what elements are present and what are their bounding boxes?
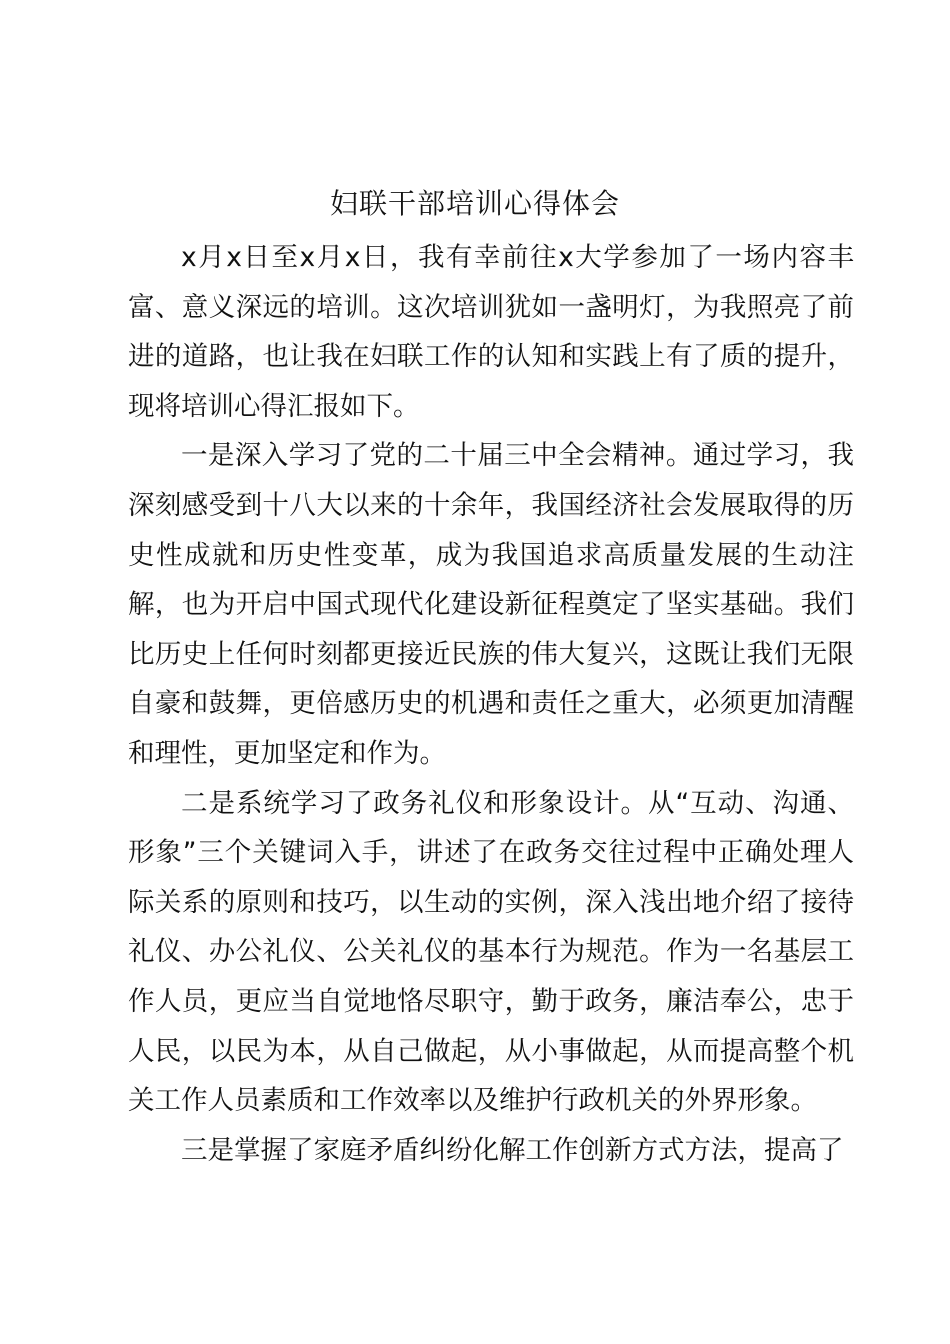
paragraph-point-two: 二是系统学习了政务礼仪和形象设计。从“互动、沟通、形象”三个关键词入手，讲述了在政务交往过程中正确处理人际关系的原则和技巧，以生动的实例，深入浅出地介绍了接待礼仪、办公礼仪、公关礼仪的基本行为规范。作为一名基层工作人员，更应当自觉地恪尽职守，勤于政务，廉洁奉公，忠于人民，以民为本，从自己做起，从小事做起，从而提高整个机关工作人员素质和工作效率以及维护行政机关的外界形象。 xyxy=(128,787,854,1117)
paragraph-intro: x月x日至x月x日，我有幸前往x大学参加了一场内容丰富、意义深远的培训。这次培训犹如一盏明灯，为我照亮了前进的道路，也让我在妇联工作的认知和实践上有了质的提升，现将培训心得汇报如下。 xyxy=(128,242,854,422)
document-body xyxy=(128,233,854,1175)
paragraph-point-one: 一是深入学习了党的二十届三中全会精神。通过学习，我深刻感受到十八大以来的十余年，我国经济社会发展取得的历史性成就和历史性变革，成为我国追求高质量发展的生动注解，也为开启中国式现代化建设新征程奠定了坚实基础。我们比历史上任何时刻都更接近民族的伟大复兴，这既让我们无限自豪和鼓舞，更倍感历史的机遇和责任之重大，必须更加清醒和理性，更加坚定和作为。 xyxy=(128,440,854,769)
document-title: 妇联干部培训心得体会 xyxy=(329,187,620,220)
paragraph-point-three: 三是掌握了家庭矛盾纠纷化解工作创新方式方法，提高了 xyxy=(181,1134,844,1166)
